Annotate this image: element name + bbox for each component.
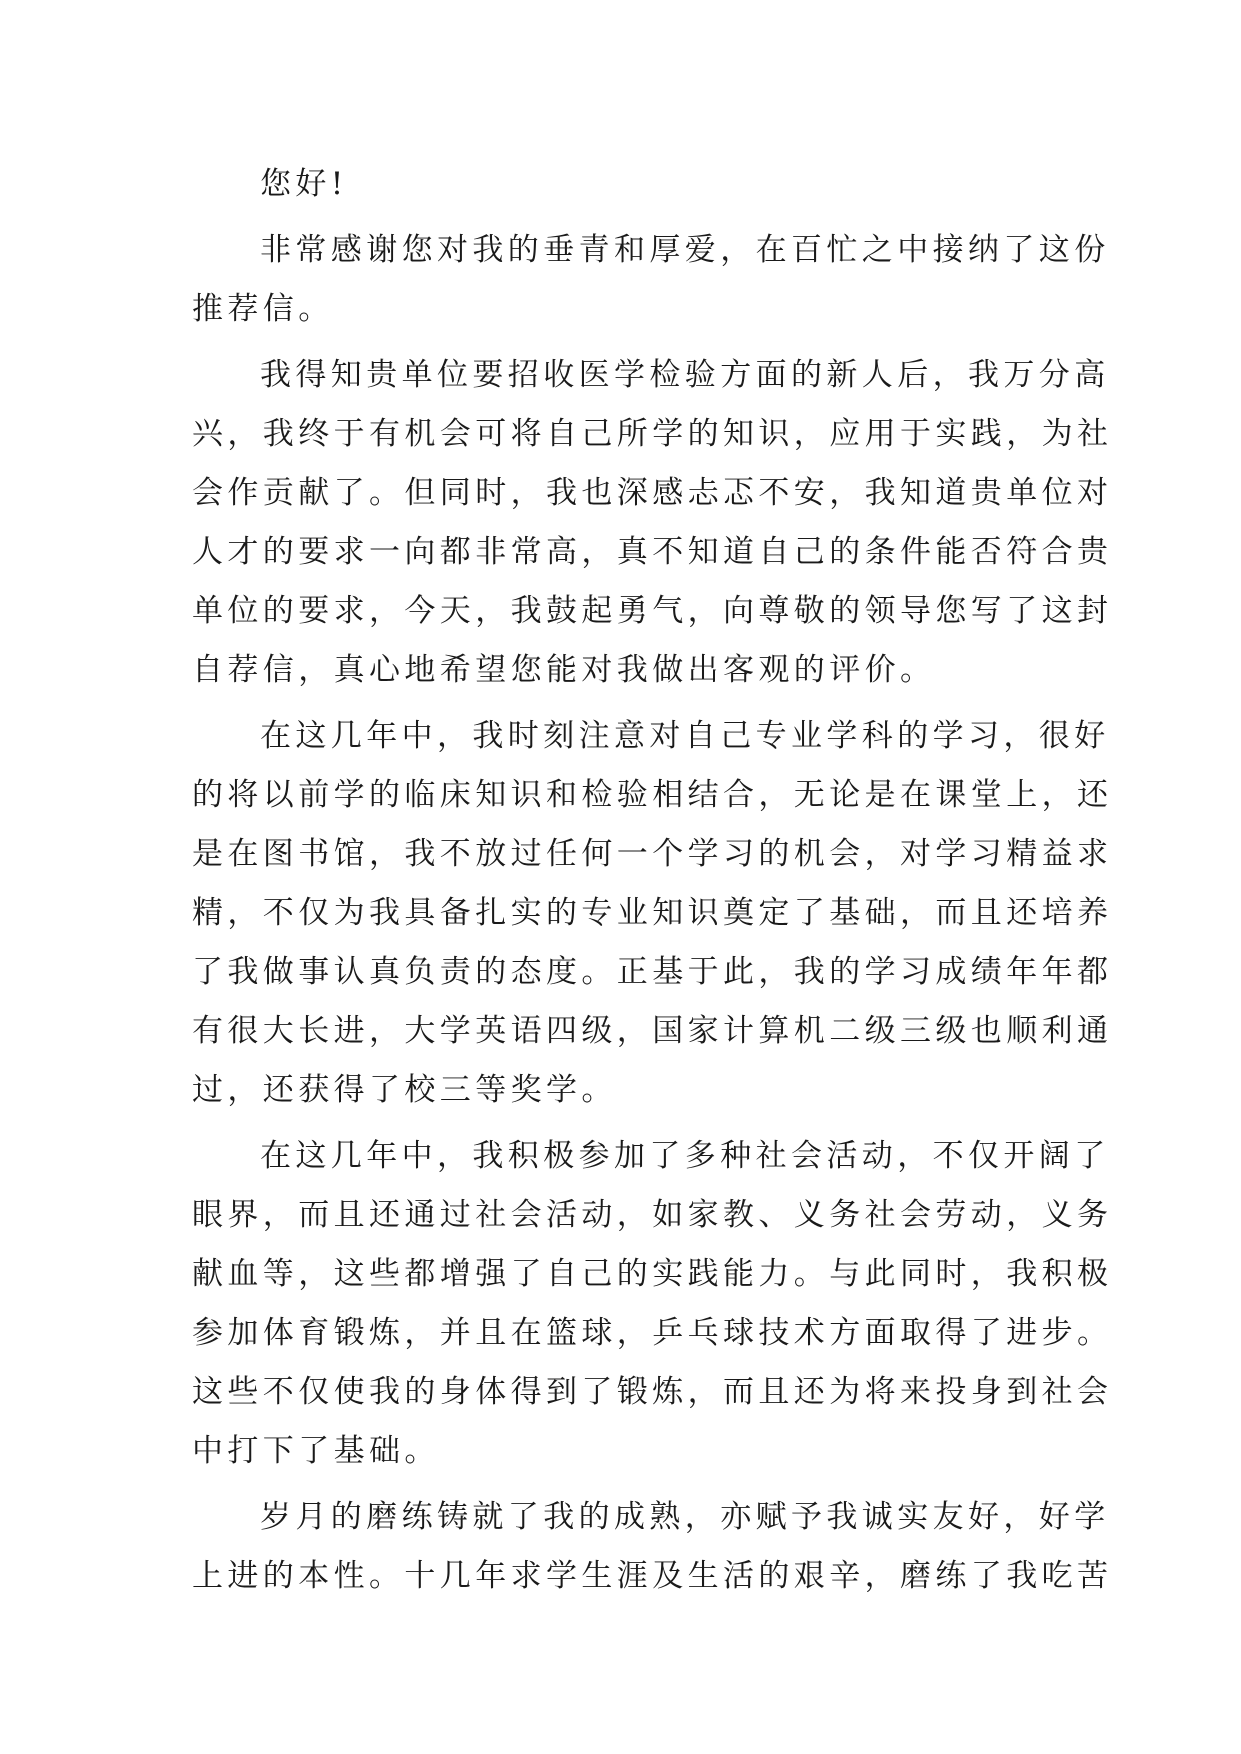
paragraph-line: 上进的本性。十几年求学生涯及生活的艰辛，磨练了我吃苦 [192, 1558, 1113, 1594]
paragraph-5 [192, 1488, 1113, 1606]
paragraph-line: 非常感谢您对我的垂青和厚爱，在百忙之中接纳了这份 [260, 232, 1110, 268]
greeting: 您好! [260, 166, 348, 202]
paragraph-line: 是在图书馆，我不放过任何一个学习的机会，对学习精益求 [192, 836, 1113, 872]
paragraph-line: 推荐信。 [192, 291, 334, 327]
paragraph-line: 自荐信，真心地希望您能对我做出客观的评价。 [192, 652, 936, 688]
paragraph-line: 岁月的磨练铸就了我的成熟，亦赋予我诚实友好，好学 [260, 1499, 1110, 1535]
paragraph-line: 精，不仅为我具备扎实的专业知识奠定了基础，而且还培养 [192, 895, 1113, 931]
paragraph-1 [192, 221, 1110, 339]
paragraph-line: 兴，我终于有机会可将自己所学的知识，应用于实践，为社 [192, 416, 1113, 452]
paragraph-line: 在这几年中，我积极参加了多种社会活动，不仅开阔了 [260, 1138, 1110, 1174]
paragraph-line: 眼界，而且还通过社会活动，如家教、义务社会劳动，义务 [192, 1197, 1113, 1233]
paragraph-line: 的将以前学的临床知识和检验相结合，无论是在课堂上，还 [192, 777, 1113, 813]
paragraph-line: 这些不仅使我的身体得到了锻炼，而且还为将来投身到社会 [192, 1374, 1113, 1410]
paragraph-line: 会作贡献了。但同时，我也深感忐忑不安，我知道贵单位对 [192, 475, 1113, 511]
paragraph-line: 了我做事认真负责的态度。正基于此，我的学习成绩年年都 [192, 954, 1113, 990]
paragraph-line: 人才的要求一向都非常高，真不知道自己的条件能否符合贵 [192, 534, 1113, 570]
paragraph-line: 参加体育锻炼，并且在篮球，乒乓球技术方面取得了进步。 [192, 1315, 1113, 1351]
paragraph-line: 在这几年中，我时刻注意对自己专业学科的学习，很好 [260, 718, 1110, 754]
paragraph-2 [192, 346, 1113, 700]
paragraph-line: 单位的要求，今天，我鼓起勇气，向尊敬的领导您写了这封 [192, 593, 1113, 629]
paragraph-3 [192, 707, 1113, 1120]
paragraph-line: 我得知贵单位要招收医学检验方面的新人后，我万分高 [260, 357, 1110, 393]
paragraph-line: 有很大长进，大学英语四级，国家计算机二级三级也顺利通 [192, 1013, 1113, 1049]
paragraph-line: 献血等，这些都增强了自己的实践能力。与此同时，我积极 [192, 1256, 1113, 1292]
paragraph-4 [192, 1127, 1113, 1481]
paragraph-line: 中打下了基础。 [192, 1433, 440, 1469]
letter-body [192, 155, 1113, 1606]
paragraph-line: 过，还获得了校三等奖学。 [192, 1072, 617, 1108]
